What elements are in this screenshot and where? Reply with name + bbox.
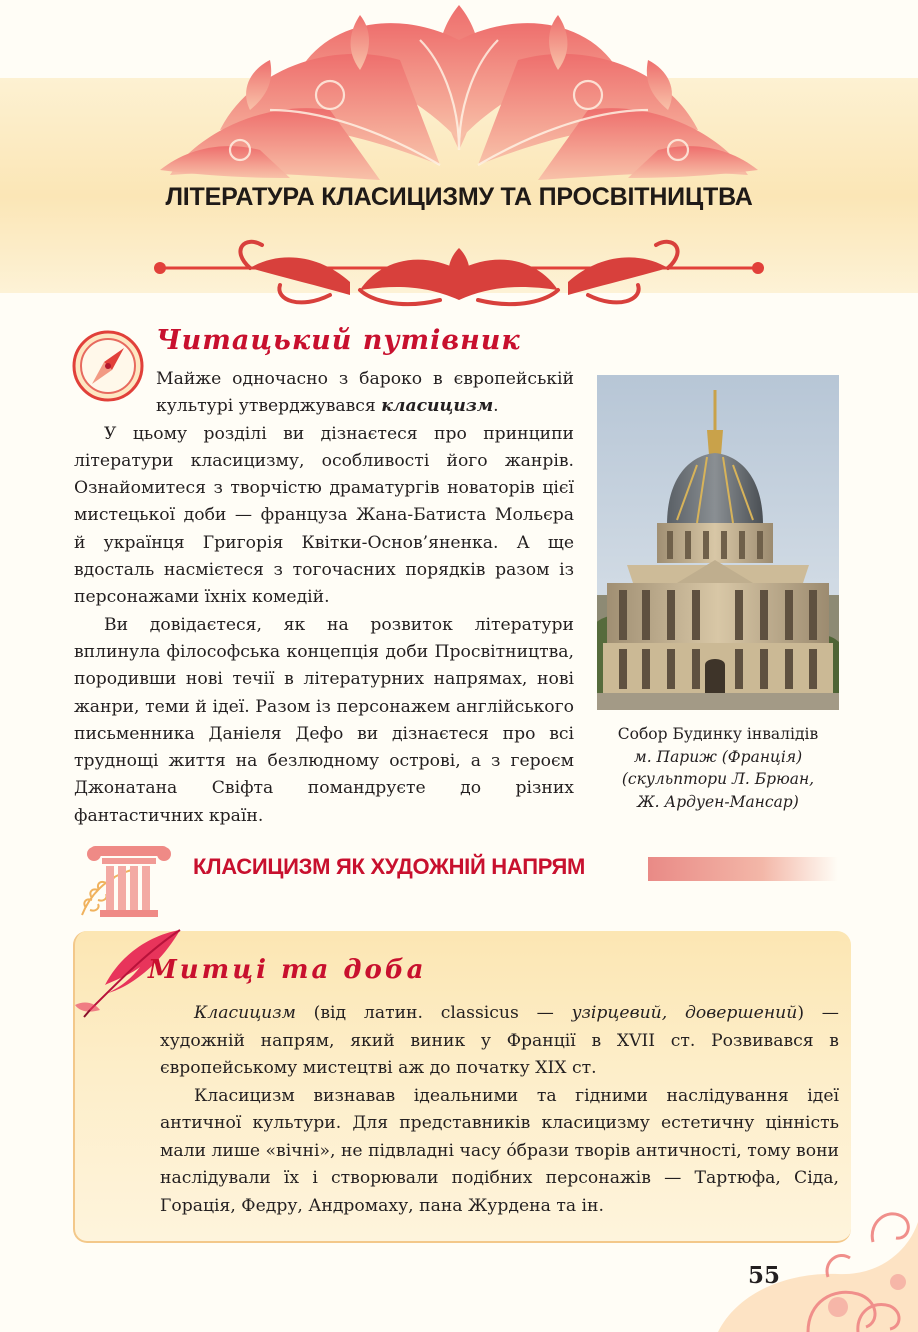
term-classicism-definition: Класицизм [194, 1003, 296, 1023]
photo-caption [593, 723, 843, 813]
reader-guide-text [74, 366, 574, 830]
term-classicism: класицизм [381, 396, 494, 417]
floral-header-ornament [0, 0, 918, 320]
page-number: 55 [748, 1262, 781, 1289]
artists-era-heading: Митці та доба [148, 955, 427, 985]
caption-location: м. Париж (Франція) [633, 747, 803, 766]
les-invalides-photo [597, 375, 839, 710]
guide-paragraph-1: Майже одночасно з бароко в європейській культурі утверджувався класицизм. [156, 369, 574, 417]
definition-paragraph: Класицизм (від латин. classicus — узірцевий, довершений) — художній напрям, який виник у Франції в XVII ст. Розвивався в європейському мистецтві аж до початку XIX ст. [160, 1003, 839, 1078]
caption-title: Собор Будинку інвалідів [617, 725, 819, 743]
corner-swirl-ornament [698, 1182, 918, 1332]
caption-sculptors-cont: Ж. Ардуен-Мансар) [637, 792, 799, 811]
caption-sculptors: (скульптори Л. Брюан, [621, 770, 815, 788]
guide-paragraph-2: У цьому розділі ви дізнаєтеся про принципи літератури класицизму, особливості його жанрів. Ознайомитеся з творчістю драматургів новаторів цієї мистецької доби — француза Жана-Батиста Мольєра й українця Григорія Квітки-Основ’яненка. А ще вдосталь насмієтеся з тогочасних порядків разом із персонажами їхніх комедій. [74, 423, 574, 608]
chapter-title: ЛІТЕРАТУРА КЛАСИЦИЗМУ ТА ПРОСВІТНИЦТВА [165, 183, 753, 211]
section-title-bar [648, 857, 838, 881]
ionic-column-icon [72, 840, 187, 920]
section-title: КЛАСИЦИЗМ ЯК ХУДОЖНІЙ НАПРЯМ [193, 854, 586, 879]
latin-gloss: узірцевий, довершений [571, 1003, 798, 1023]
reader-guide-heading: Читацький путівник [156, 325, 521, 356]
guide-paragraph-3: Ви довідаєтеся, як на розвиток літератури вплинула філософська концепція доби Просвітництва, породивши нові течії в літературних напрямах, нові жанри, теми й ідеї. Разом із персонажем англійського письменника Даніеля Дефо ви дізнаєтеся про всі труднощі життя на безлюдному острові, а з героєм Джонатана Свіфта помандруєте до різних фантастичних країн. [74, 614, 574, 826]
ideals-paragraph: Класицизм визнавав ідеальними та гідними наслідування ідеї античної культури. Для представників класицизму естетичну цінність мали лише «вічні», не підвладні часу óбрази творів античності, тому вони наслідували їх і створювали подібних персонажів — Тартюфа, Сіда, Горація, Федру, Андромаху, пана Журдена та ін. [160, 1085, 839, 1216]
